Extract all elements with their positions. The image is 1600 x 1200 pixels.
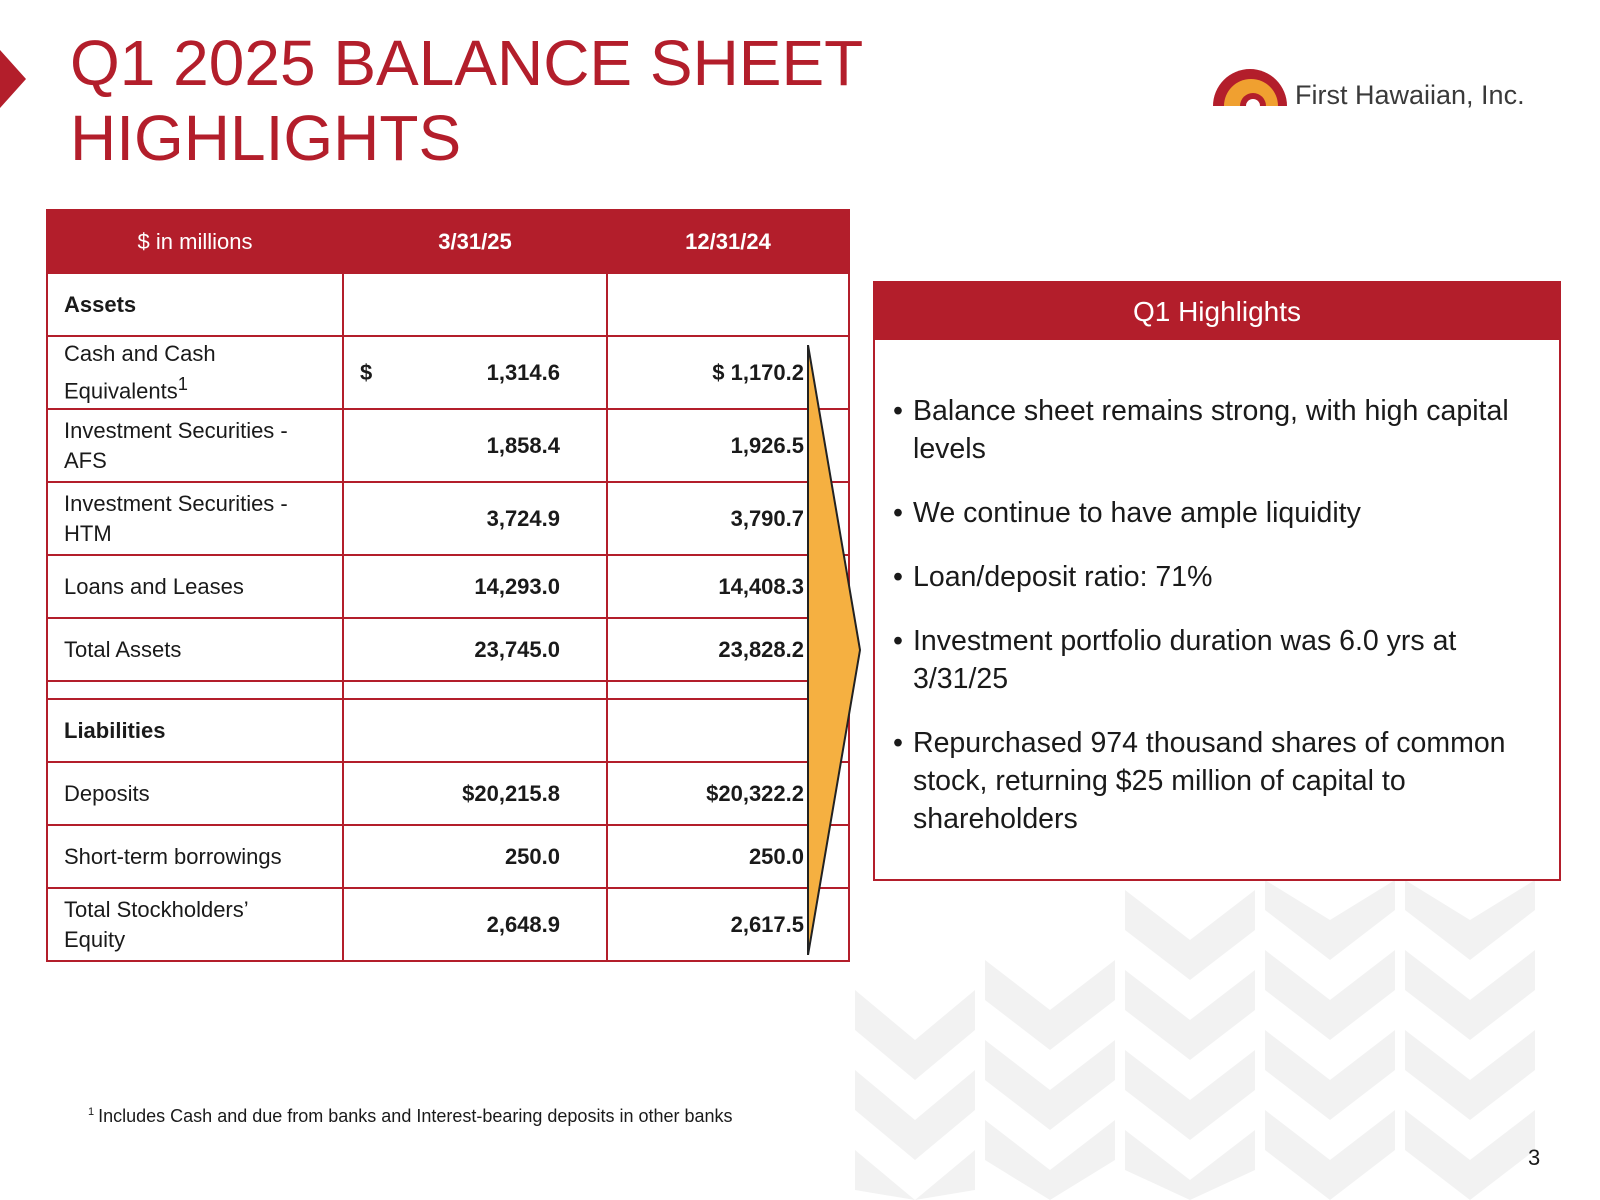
footnote-marker: 1 [177,372,188,394]
company-logo [1210,66,1570,114]
footnote-text: Includes Cash and due from banks and Interest-bearing deposits in other banks [98,1106,733,1126]
value-cell: 250.0 [343,825,607,888]
value-cell: 1,926.5 [607,409,849,482]
table-row [47,273,849,336]
row-label-line: Cash and Cash [64,340,216,366]
row-label-line [64,369,326,406]
value-cell: 250.0 [607,825,849,888]
table-header-row [47,210,849,273]
chevron-arrow-icon [806,345,864,955]
value-cell: 3,790.7 [607,482,849,555]
highlight-item: • Loan/deposit ratio: 71% [893,558,1543,596]
footnote-marker: 1 [88,1106,95,1118]
header-units: $ in millions [47,210,343,273]
value-cell: 23,828.2 [607,618,849,681]
section-liabilities: Liabilities [47,699,343,762]
row-label-line: Total Stockholders’ [64,896,249,922]
page-title-line-2: HIGHLIGHTS [70,102,462,174]
highlight-item: • We continue to have ample liquidity [893,494,1543,532]
value-cell: $ 1,170.2 [607,336,849,409]
value-cell: 23,745.0 [343,618,607,681]
row-label-text: Equivalents [64,378,178,404]
value-cell: 2,617.5 [607,888,849,961]
table-row [47,699,849,762]
value-text: 1,314.6 [486,359,560,385]
row-label [47,888,343,961]
highlights-list [875,340,1559,838]
highlights-title: Q1 Highlights [875,283,1559,340]
table-row [47,888,849,961]
corner-arrow-icon [0,50,26,108]
footnote [88,1100,768,1128]
header-date-2: 12/31/24 [607,210,849,273]
row-label [47,336,343,409]
table-row [47,409,849,482]
row-label [47,482,343,555]
logo-sun-icon [1210,66,1290,110]
empty-cell [343,681,607,699]
background-chevron-pattern [855,880,1600,1200]
spacer-row [47,681,849,699]
section-assets: Assets [47,273,343,336]
page-title [70,26,970,176]
empty-cell [607,273,849,336]
highlight-item: • Balance sheet remains strong, with high capital levels [893,392,1543,468]
highlight-item: • Repurchased 974 thousand shares of common stock, returning $25 million of capital to shareholders [893,724,1543,838]
balance-sheet-table [46,209,850,962]
value-cell [343,336,607,409]
logo-text: First Hawaiian, Inc. [1295,80,1525,110]
currency-symbol: $ [360,359,373,385]
page-number: 3 [1528,1145,1541,1170]
table-row [47,336,849,409]
empty-cell [343,273,607,336]
row-label: Short-term borrowings [47,825,343,888]
value-cell: 1,858.4 [343,409,607,482]
table-row [47,555,849,618]
empty-cell [47,681,343,699]
row-label [47,409,343,482]
row-label-line: AFS [64,447,107,473]
page-title-line-1: Q1 2025 BALANCE SHEET [70,27,864,99]
value-cell: $20,322.2 [607,762,849,825]
value-cell: $20,215.8 [343,762,607,825]
row-label-line: HTM [64,520,112,546]
table-row [47,825,849,888]
value-cell: 14,408.3 [607,555,849,618]
row-label: Deposits [47,762,343,825]
row-label-line: Investment Securities - [64,417,288,443]
highlights-panel [873,281,1561,881]
row-label-line: Investment Securities - [64,490,288,516]
empty-cell [343,699,607,762]
table-row [47,762,849,825]
table-row [47,618,849,681]
row-label: Loans and Leases [47,555,343,618]
highlight-item: • Investment portfolio duration was 6.0 yrs at 3/31/25 [893,622,1543,698]
value-cell: 14,293.0 [343,555,607,618]
value-cell: 3,724.9 [343,482,607,555]
row-label-line: Equity [64,926,126,952]
table-row [47,482,849,555]
header-date-1: 3/31/25 [343,210,607,273]
row-label: Total Assets [47,618,343,681]
value-cell: 2,648.9 [343,888,607,961]
